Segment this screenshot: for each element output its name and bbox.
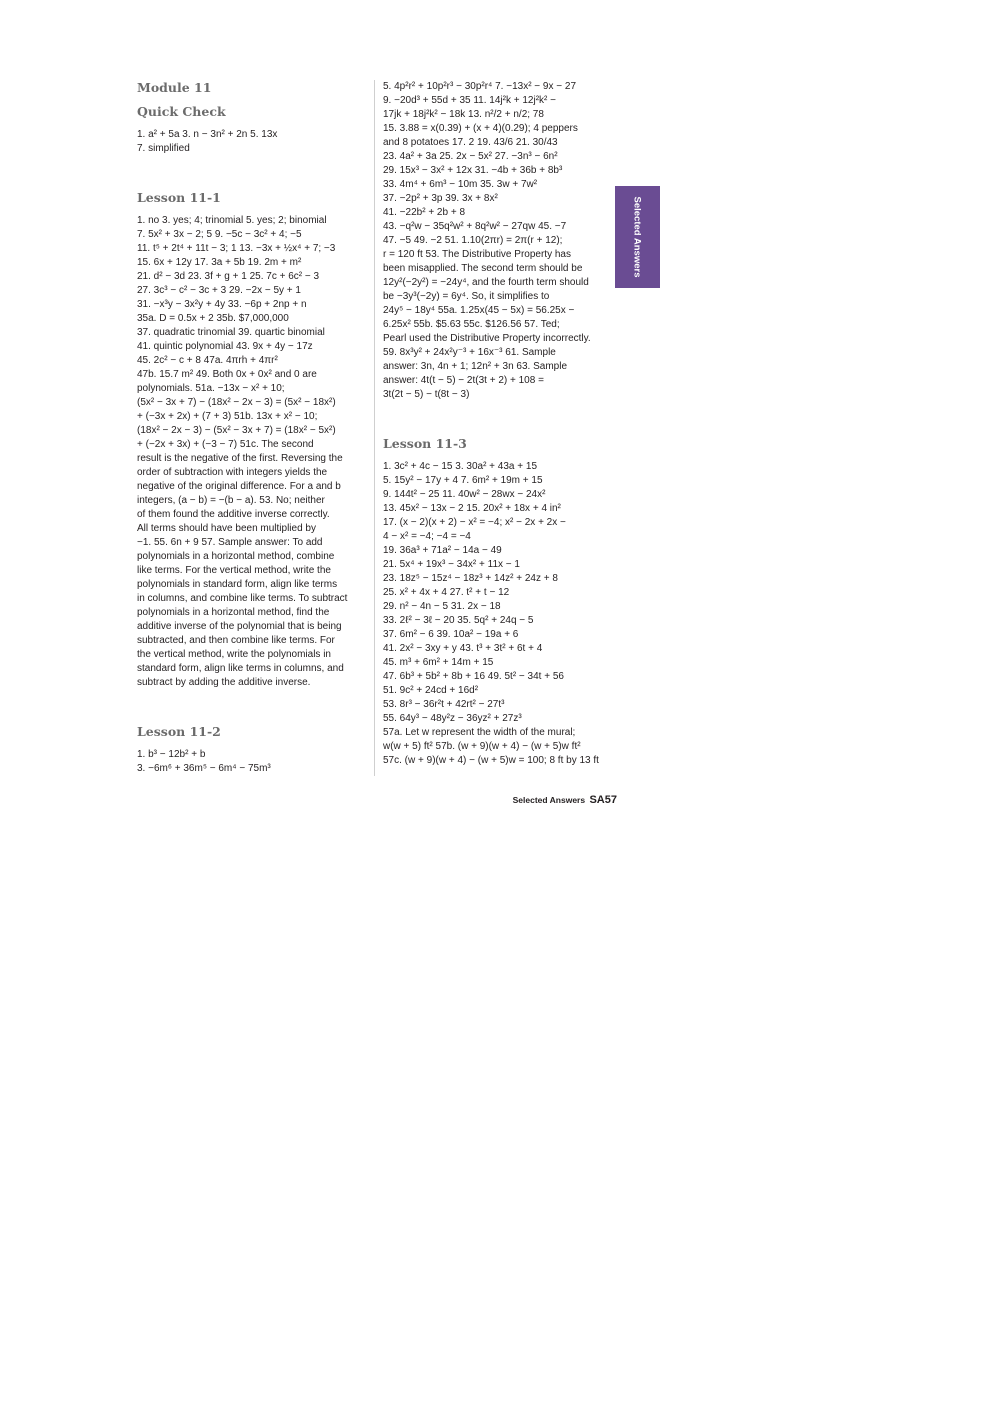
right-column: [383, 80, 615, 768]
answer-line: additive inverse of the polynomial that is being: [137, 621, 342, 632]
answer-line: 33. 4m⁴ + 6m³ − 10m 35. 3w + 7w²: [383, 179, 538, 190]
answer-line: + (−2x + 3x) + (−3 − 7) 51c. The second: [137, 439, 314, 450]
answer-line: polynomials in a horizontal method, find the: [137, 607, 330, 618]
answer-line: 29. 15x³ − 3x² + 12x 31. −4b + 36b + 8b³: [383, 165, 563, 176]
answer-line: −1. 55. 6n + 9 57. Sample answer: To add: [137, 537, 323, 548]
answer-line: 1. b³ − 12b² + b: [137, 749, 206, 760]
answer-line: 43. −q²w − 35q²w² + 8q²w² − 27qw 45. −7: [383, 221, 567, 232]
answer-line: 29. n² − 4n − 5 31. 2x − 18: [383, 601, 501, 612]
left-column: [137, 80, 367, 776]
answer-line: answer: 4t(t − 5) − 2t(3t + 2) + 108 =: [383, 375, 544, 386]
answer-line: of them found the additive inverse correctly.: [137, 509, 330, 520]
answer-line: be −3y³(−2y) = 6y⁴. So, it simplifies to: [383, 291, 550, 302]
answer-line: (5x² − 3x + 7) − (18x² − 2x − 3) = (5x² − 18x²): [137, 397, 336, 408]
answer-line: 47. −5 49. −2 51. 1.10(2πr) = 2π(r + 12);: [383, 235, 563, 246]
answer-line: 1. 3c² + 4c − 15 3. 30a² + 43a + 15: [383, 461, 537, 472]
answer-line: result is the negative of the first. Reversing the: [137, 453, 343, 464]
answer-line: 31. −x³y − 3x²y + 4y 33. −6p + 2np + n: [137, 299, 307, 310]
answer-line: 6.25x² 55b. $5.63 55c. $126.56 57. Ted;: [383, 319, 560, 330]
answer-line: + (−3x + 2x) + (7 + 3) 51b. 13x + x² − 10;: [137, 411, 318, 422]
answer-line: subtracted, and then combine like terms. For: [137, 635, 335, 646]
lesson-11-1-answers: [137, 214, 367, 690]
quick-check-title: Quick Check: [137, 104, 226, 119]
tab-label: Selected Answers: [631, 196, 643, 278]
answer-line: 19. 36a³ + 71a² − 14a − 49: [383, 545, 502, 556]
answer-line: 1. no 3. yes; 4; trinomial 5. yes; 2; binomial: [137, 215, 327, 226]
answer-line: 5. 4p²r² + 10p²r³ − 30p²r⁴ 7. −13x² − 9x − 27: [383, 81, 577, 92]
answer-line: 3t(2t − 5) − t(8t − 3): [383, 389, 470, 400]
lesson-11-2-continued-answers: [383, 80, 615, 402]
answer-line: 5. 15y² − 17y + 4 7. 6m² + 19m + 15: [383, 475, 543, 486]
answer-line: 7. simplified: [137, 143, 190, 154]
answer-line: 57a. Let w represent the width of the mural;: [383, 727, 576, 738]
lesson-11-2-title: Lesson 11-2: [137, 724, 221, 739]
answer-line: 4 − x² = −4; −4 = −4: [383, 531, 471, 542]
answer-line: 47b. 15.7 m² 49. Both 0x + 0x² and 0 are: [137, 369, 317, 380]
answer-line: 3. −6m⁶ + 36m⁵ − 6m⁴ − 75m³: [137, 763, 271, 774]
answer-line: polynomials in standard form, align like terms: [137, 579, 338, 590]
selected-answers-tab: [615, 186, 660, 288]
answer-line: 1. a² + 5a 3. n − 3n² + 2n 5. 13x: [137, 129, 278, 140]
page-number: SA57: [589, 794, 617, 806]
answer-line: 17. (x − 2)(x + 2) − x² = −4; x² − 2x + 2x −: [383, 517, 566, 528]
answer-line: negative of the original difference. For a and b: [137, 481, 341, 492]
lesson-11-2-answers: [137, 748, 367, 776]
answer-line: All terms should have been multiplied by: [137, 523, 316, 534]
answer-line: and 8 potatoes 17. 2 19. 43/6 21. 30/43: [383, 137, 558, 148]
answer-line: 35a. D = 0.5x + 2 35b. $7,000,000: [137, 313, 289, 324]
module-title: Module 11: [137, 80, 212, 95]
footer-label: Selected Answers: [512, 795, 586, 805]
answer-line: order of subtraction with integers yields the: [137, 467, 328, 478]
answer-line: 9. −20d³ + 55d + 35 11. 14j²k + 12j²k² −: [383, 95, 556, 106]
answer-line: 45. m³ + 6m² + 14m + 15: [383, 657, 494, 668]
answer-line: 24y⁵ − 18y⁴ 55a. 1.25x(45 − 5x) = 56.25x −: [383, 305, 575, 316]
lesson-11-1-title: Lesson 11-1: [137, 190, 221, 205]
answer-line: 9. 144t² − 25 11. 40w² − 28wx − 24x²: [383, 489, 546, 500]
answer-line: 21. d² − 3d 23. 3f + g + 1 25. 7c + 6c² − 3: [137, 271, 320, 282]
answer-line: 53. 8r³ − 36r²t + 42rt² − 27t³: [383, 699, 505, 710]
answer-line: 15. 6x + 12y 17. 3a + 5b 19. 2m + m²: [137, 257, 302, 268]
answer-line: r = 120 ft 53. The Distributive Property has: [383, 249, 571, 260]
answer-line: 51. 9c² + 24cd + 16d²: [383, 685, 479, 696]
column-divider: [374, 80, 375, 776]
answer-line: answer: 3n, 4n + 1; 12n² + 3n 63. Sample: [383, 361, 568, 372]
answer-line: like terms. For the vertical method, write the: [137, 565, 331, 576]
answer-line: 59. 8x³y² + 24x²y⁻³ + 16x⁻³ 61. Sample: [383, 347, 556, 358]
answer-line: the vertical method, write the polynomials in: [137, 649, 331, 660]
answer-line: 7. 5x² + 3x − 2; 5 9. −5c − 3c² + 4; −5: [137, 229, 302, 240]
answer-line: 25. x² + 4x + 4 27. t² + t − 12: [383, 587, 510, 598]
answer-line: 13. 45x² − 13x − 2 15. 20x² + 18x + 4 in²: [383, 503, 561, 514]
answer-line: in columns, and combine like terms. To subtract: [137, 593, 348, 604]
answer-line: 15. 3.88 = x(0.39) + (x + 4)(0.29); 4 peppers: [383, 123, 578, 134]
lesson-11-3-title: Lesson 11-3: [383, 436, 467, 451]
answer-line: 27. 3c³ − c² − 3c + 3 29. −2x − 5y + 1: [137, 285, 301, 296]
answer-line: 57c. (w + 9)(w + 4) − (w + 5)w = 100; 8 ft by 13 ft: [383, 755, 599, 766]
answer-line: polynomials. 51a. −13x − x² + 10;: [137, 383, 285, 394]
answer-line: 37. 6m² − 6 39. 10a² − 19a + 6: [383, 629, 519, 640]
answer-line: 41. −22b² + 2b + 8: [383, 207, 466, 218]
answer-line: 23. 18z⁵ − 15z⁴ − 18z³ + 14z² + 24z + 8: [383, 573, 558, 584]
answer-line: 37. −2p² + 3p 39. 3x + 8x²: [383, 193, 498, 204]
answer-line: been misapplied. The second term should be: [383, 263, 583, 274]
answer-line: 33. 2ℓ² − 3ℓ − 20 35. 5q² + 24q − 5: [383, 615, 534, 626]
answer-line: 47. 6b³ + 5b² + 8b + 16 49. 5t² − 34t + 56: [383, 671, 564, 682]
answer-line: 23. 4a² + 3a 25. 2x − 5x² 27. −3n³ − 6n²: [383, 151, 558, 162]
answer-line: 37. quadratic trinomial 39. quartic binomial: [137, 327, 325, 338]
answer-line: 41. 2x² − 3xy + y 43. t³ + 3t² + 6t + 4: [383, 643, 543, 654]
page-footer: [513, 794, 617, 806]
answer-line: standard form, align like terms in columns, and: [137, 663, 344, 674]
answer-line: integers, (a − b) = −(b − a). 53. No; neither: [137, 495, 325, 506]
answer-line: 41. quintic polynomial 43. 9x + 4y − 17z: [137, 341, 313, 352]
quick-check-answers: [137, 128, 367, 156]
answer-line: subtract by adding the additive inverse.: [137, 677, 311, 688]
answer-line: w(w + 5) ft² 57b. (w + 9)(w + 4) − (w + 5)w ft²: [383, 741, 581, 752]
answer-line: 45. 2c² − c + 8 47a. 4πrh + 4πr²: [137, 355, 278, 366]
answer-line: 55. 64y³ − 48y²z − 36yz² + 27z³: [383, 713, 522, 724]
answer-line: 11. t⁵ + 2t⁴ + 11t − 3; 1 13. −3x + ½x⁴ + 7; −3: [137, 243, 336, 254]
answer-line: (18x² − 2x − 3) − (5x² − 3x + 7) = (18x² − 5x²): [137, 425, 336, 436]
answer-line: polynomials in a horizontal method, combine: [137, 551, 335, 562]
answer-line: 17jk + 18j²k² − 18k 13. n²/2 + n/2; 78: [383, 109, 544, 120]
lesson-11-3-answers: [383, 460, 615, 768]
answer-line: 21. 5x⁴ + 19x³ − 34x² + 11x − 1: [383, 559, 520, 570]
answer-line: 12y²(−2y²) = −24y⁴, and the fourth term should: [383, 277, 589, 288]
answer-line: Pearl used the Distributive Property incorrectly.: [383, 333, 591, 344]
